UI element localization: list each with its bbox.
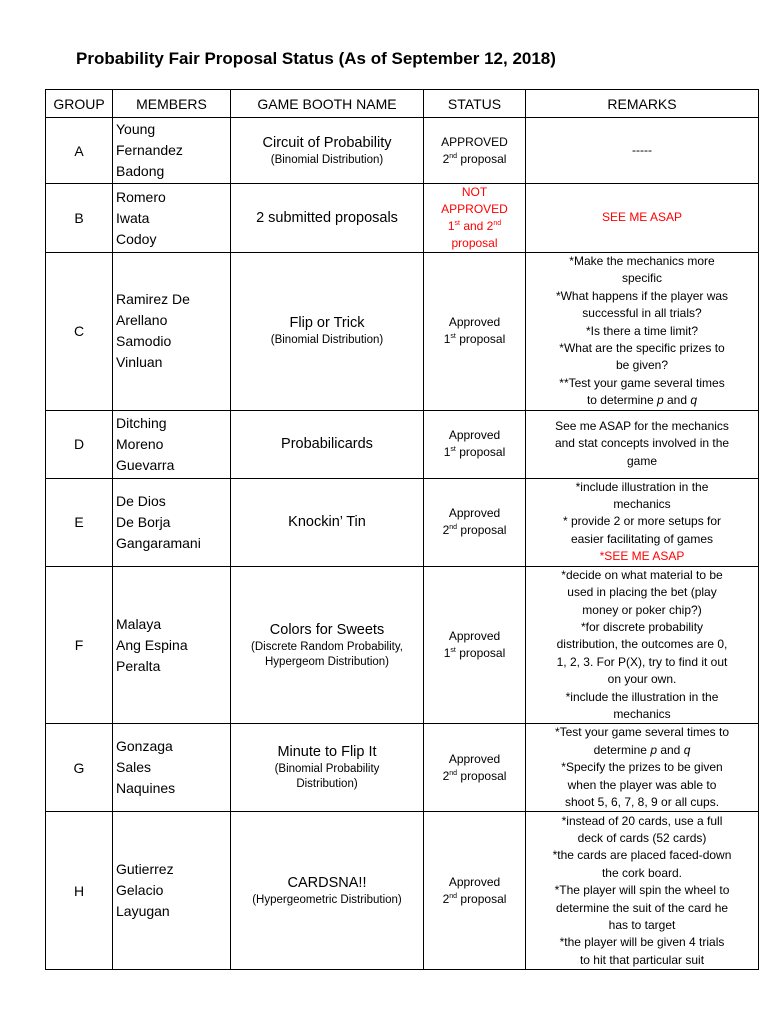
remark-text: and (657, 742, 684, 757)
member-name: Ramirez De (116, 291, 190, 308)
proposal-number: 2 (442, 768, 450, 783)
group-cell: H (46, 812, 113, 970)
remark-line: when the player was able to (567, 777, 717, 792)
game-name: CARDSNA!! (287, 874, 367, 891)
remark-line (529, 742, 755, 759)
remark-text: to determine (586, 393, 657, 408)
table-row (46, 410, 759, 478)
remark-line (529, 392, 755, 409)
table-row (46, 118, 759, 184)
table-row (46, 184, 759, 253)
proposal-word: proposal (459, 445, 506, 460)
proposal-word: proposal (451, 236, 498, 250)
table-row (46, 253, 759, 411)
game-distribution: (Binomial Distribution) (270, 334, 384, 347)
member-name: Gutierrez (116, 861, 174, 878)
ordinal-suffix: nd (449, 769, 458, 777)
remark-line: used in placing the bet (play (567, 585, 717, 600)
table-row (46, 478, 759, 566)
game-distribution: Hypergeom Distribution) (265, 655, 389, 668)
members-cell (113, 812, 231, 970)
remarks-cell (526, 253, 759, 411)
member-name: Ditching (116, 414, 167, 431)
remark-line: *What happens if the player was (555, 288, 729, 303)
remark-line: *instead of 20 cards, use a full (561, 813, 723, 828)
proposal-number: 1 (443, 332, 451, 347)
game-name: Circuit of Probability (262, 134, 392, 151)
proposal-word: proposal (460, 523, 507, 538)
remark-line: money or poker chip?) (582, 602, 702, 617)
remarks-cell (526, 812, 759, 970)
group-cell: D (46, 410, 113, 478)
member-name: Arellano (116, 312, 168, 329)
status-text: NOT (461, 185, 488, 199)
remark-text: determine (593, 742, 651, 757)
remark-line: mechanics (613, 706, 671, 721)
members-cell (113, 184, 231, 253)
members-cell (113, 724, 231, 812)
remark-line: * provide 2 or more setups for (562, 514, 722, 529)
remark-line: *Specify the prizes to be given (561, 760, 723, 775)
game-name: Knockin’ Tin (288, 513, 366, 530)
status-text: Approved (448, 428, 501, 443)
table-row (46, 812, 759, 970)
status-cell (424, 184, 526, 253)
group-cell: F (46, 566, 113, 724)
header-status: STATUS (424, 90, 526, 118)
remark-line: on your own. (607, 672, 677, 687)
group-cell: E (46, 478, 113, 566)
proposal-number: 2 (442, 891, 450, 906)
game-cell (231, 184, 424, 253)
member-name: Guevarra (116, 456, 175, 473)
group-cell: A (46, 118, 113, 184)
status-text: Approved (448, 506, 501, 521)
header-group: GROUP (46, 90, 113, 118)
status-text: Approved (448, 751, 501, 766)
member-name: Moreno (116, 435, 164, 452)
members-cell (113, 253, 231, 411)
ordinal-suffix: st (454, 220, 460, 227)
group-cell: B (46, 184, 113, 253)
remark-line: *Test your game several times to (554, 725, 730, 740)
proposal-number: 1 (443, 646, 451, 661)
game-name: Minute to Flip It (277, 744, 377, 761)
remark-line: and stat concepts involved in the (554, 436, 730, 451)
game-distribution: (Binomial Distribution) (270, 153, 384, 166)
status-cell (424, 253, 526, 411)
remarks-cell (526, 724, 759, 812)
remark-line: the cork board. (601, 865, 683, 880)
remarks-cell (526, 118, 759, 184)
game-distribution: (Discrete Random Probability, (251, 640, 403, 653)
remark-line: 1, 2, 3. For P(X), try to find it out (556, 654, 728, 669)
proposal-number: 2 (442, 523, 450, 538)
remark-line: *the cards are placed faced-down (552, 848, 732, 863)
status-text: Approved (448, 874, 501, 889)
remark-line: *The player will spin the wheel to (554, 883, 730, 898)
status-text: Approved (448, 315, 501, 330)
remark-line: *decide on what material to be (561, 567, 723, 582)
ordinal-suffix: st (450, 446, 456, 454)
member-name: De Dios (116, 492, 166, 509)
remark-line: SEE ME ASAP (601, 210, 683, 225)
game-cell (231, 812, 424, 970)
ordinal-suffix: nd (449, 152, 458, 160)
game-cell (231, 410, 424, 478)
remark-alert: *SEE ME ASAP (599, 549, 685, 564)
member-name: Gonzaga (116, 738, 173, 755)
member-name: Peralta (116, 657, 161, 674)
remarks-cell (526, 478, 759, 566)
member-name: Iwata (116, 209, 150, 226)
remark-line: has to target (608, 917, 676, 932)
status-cell (424, 812, 526, 970)
remarks-cell (526, 184, 759, 253)
member-name: Badong (116, 163, 165, 179)
game-cell (231, 478, 424, 566)
members-cell (113, 566, 231, 724)
document-title: Probability Fair Proposal Status (As of September 12, 2018) (76, 49, 556, 68)
group-cell: G (46, 724, 113, 812)
member-name: Young (116, 121, 156, 137)
proposal-number: 1 (443, 445, 451, 460)
proposal-word: proposal (460, 891, 507, 906)
remark-line: *include illustration in the (575, 479, 709, 494)
ordinal-suffix: st (450, 647, 456, 655)
remark-line: to hit that particular suit (579, 952, 705, 967)
remark-line: distribution, the outcomes are 0, (556, 637, 728, 652)
game-name: Colors for Sweets (269, 621, 385, 638)
remark-line: *Is there a time limit? (585, 323, 699, 338)
game-name: Probabilicards (281, 435, 373, 452)
remark-line: *for discrete probability (580, 619, 704, 634)
game-name: 2 submitted proposals (256, 209, 398, 226)
remark-text: and (663, 393, 691, 408)
status-cell (424, 410, 526, 478)
header-members: MEMBERS (113, 90, 231, 118)
proposal-word: proposal (460, 151, 507, 166)
game-cell (231, 118, 424, 184)
header-game-booth-name: GAME BOOTH NAME (231, 90, 424, 118)
remark-line: be given? (615, 358, 669, 373)
proposal-number: 1 (447, 219, 455, 233)
variable-q: q (683, 742, 691, 757)
members-cell (113, 478, 231, 566)
variable-q: q (690, 393, 698, 408)
status-cell (424, 566, 526, 724)
table-header-row (46, 90, 759, 118)
game-cell (231, 724, 424, 812)
member-name: Gelacio (116, 882, 164, 899)
ordinal-suffix: nd (449, 892, 458, 900)
remark-line: *the player will be given 4 trials (559, 935, 725, 950)
status-cell (424, 118, 526, 184)
proposal-number: 2 (442, 151, 450, 166)
remark-line: shoot 5, 6, 7, 8, 9 or all cups. (564, 794, 720, 809)
remark-line: determine the suit of the card he (555, 900, 729, 915)
status-cell (424, 478, 526, 566)
game-distribution: (Hypergeometric Distribution) (252, 893, 402, 906)
proposal-status-table (45, 89, 759, 970)
remarks-cell (526, 410, 759, 478)
game-distribution: (Binomial Probability (274, 763, 380, 776)
member-name: Sales (116, 759, 152, 776)
member-name: Romero (116, 188, 166, 205)
status-text: Approved (448, 629, 501, 644)
remark-line: **Test your game several times (559, 375, 725, 390)
game-cell (231, 253, 424, 411)
remark-line: ----- (632, 142, 652, 157)
member-name: Gangaramani (116, 534, 201, 551)
game-distribution: Distribution) (296, 778, 358, 791)
members-cell (113, 410, 231, 478)
ordinal-suffix: nd (493, 220, 502, 227)
status-text: APPROVED (441, 134, 508, 149)
remark-line: *Make the mechanics more (569, 254, 715, 268)
proposal-word: proposal (459, 646, 506, 661)
ordinal-suffix: st (450, 333, 456, 341)
remark-line: specific (621, 271, 662, 286)
variable-p: p (656, 393, 664, 408)
remark-line: See me ASAP for the mechanics (555, 419, 729, 434)
remark-line: mechanics (613, 497, 671, 512)
table-row (46, 724, 759, 812)
status-text: APPROVED (441, 202, 508, 216)
remark-line: successful in all trials? (582, 306, 702, 321)
ordinal-suffix: nd (449, 524, 458, 532)
remark-line: game (626, 453, 658, 468)
header-remarks: REMARKS (526, 90, 759, 118)
proposal-word: proposal (459, 332, 506, 347)
member-name: Malaya (116, 615, 162, 632)
remark-line: deck of cards (52 cards) (577, 830, 707, 845)
proposal-word: proposal (460, 768, 507, 783)
member-name: Ang Espina (116, 636, 188, 653)
game-cell (231, 566, 424, 724)
member-name: Fernandez (116, 142, 183, 158)
game-name: Flip or Trick (289, 315, 365, 332)
proposal-number: and 2 (459, 219, 494, 233)
variable-p: p (650, 742, 657, 757)
member-name: Naquines (116, 780, 176, 797)
remark-line: *include the illustration in the (565, 689, 719, 704)
table-row (46, 566, 759, 724)
member-name: Layugan (116, 903, 170, 920)
status-cell (424, 724, 526, 812)
remark-line: *What are the specific prizes to (559, 341, 725, 356)
member-name: De Borja (116, 513, 171, 530)
member-name: Vinluan (116, 354, 163, 371)
remark-line: easier facilitating of games (570, 531, 714, 546)
members-cell (113, 118, 231, 184)
group-cell: C (46, 253, 113, 411)
remarks-cell (526, 566, 759, 724)
member-name: Samodio (116, 333, 172, 350)
member-name: Codoy (116, 230, 157, 247)
